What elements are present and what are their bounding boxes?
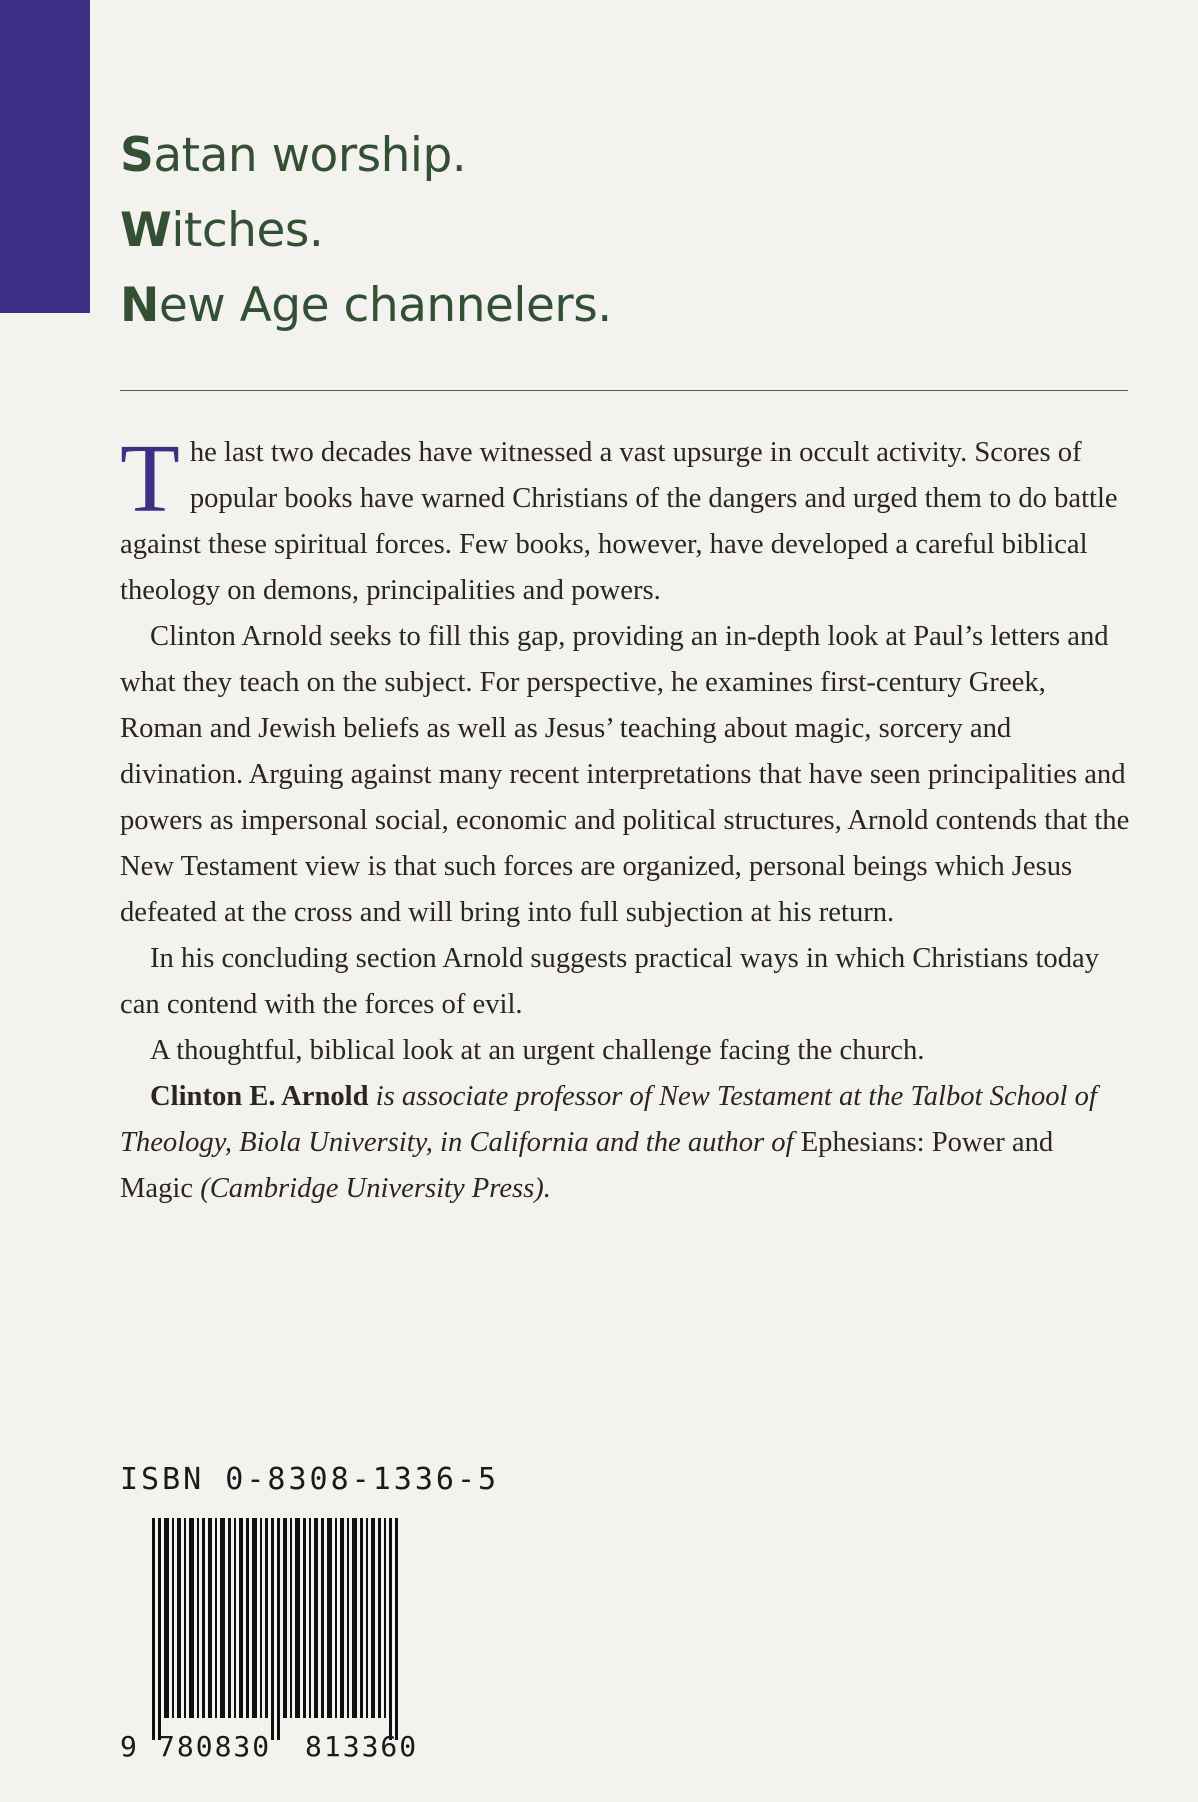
blurb-paragraph-1: The last two decades have witnessed a vast upsurge in occult activity. Scores of popular books have warned Christians of the dangers and urged them to do battle against these spiritual forces. Few books, however, have developed a careful biblical theology on demons, principalities and powers.: [120, 425, 1118, 606]
blurb-text: [120, 425, 1130, 1212]
isbn-label: ISBN 0-8308-1336-5: [120, 1462, 500, 1497]
blurb-paragraph-3: In his concluding section Arnold suggests practical ways in which Christians today can contend with the forces of evil.: [120, 943, 1099, 1020]
headline-line-2: Witches.: [120, 203, 324, 258]
barcode-icon: [150, 1518, 430, 1740]
book-title: Ephesians: Power and Magic: [120, 1127, 1054, 1204]
headline-block: [120, 118, 612, 343]
divider-rule: [120, 390, 1128, 391]
headline-line-1: Satan worship.: [120, 128, 467, 183]
author-bio: Clinton E. Arnold is associate professor of New Testament at the Talbot School of Theology, Biola University, in California and the author of Ephesians: Power and Magic (Cambridge University Press).: [120, 1081, 1097, 1204]
cover-accent-bar: [0, 0, 90, 313]
drop-cap: T: [120, 425, 180, 533]
blurb-paragraph-4: A thoughtful, biblical look at an urgent challenge facing the church.: [150, 1035, 925, 1066]
blurb-paragraph-2: Clinton Arnold seeks to fill this gap, providing an in-depth look at Paul’s letters and what they teach on the subject. For perspective, he examines first-century Greek, Roman and Jewish beliefs as well as Jesus’ teaching about magic, sorcery and divination. Arguing against many recent interpretations that have seen principalities and powers as impersonal social, economic and political structures, Arnold contends that the New Testament view is that such forces are organized, personal beings which Jesus defeated at the cross and will bring into full subjection at his return.: [120, 621, 1130, 928]
author-name: Clinton E. Arnold: [150, 1081, 369, 1112]
headline-line-3: New Age channelers.: [120, 278, 612, 333]
